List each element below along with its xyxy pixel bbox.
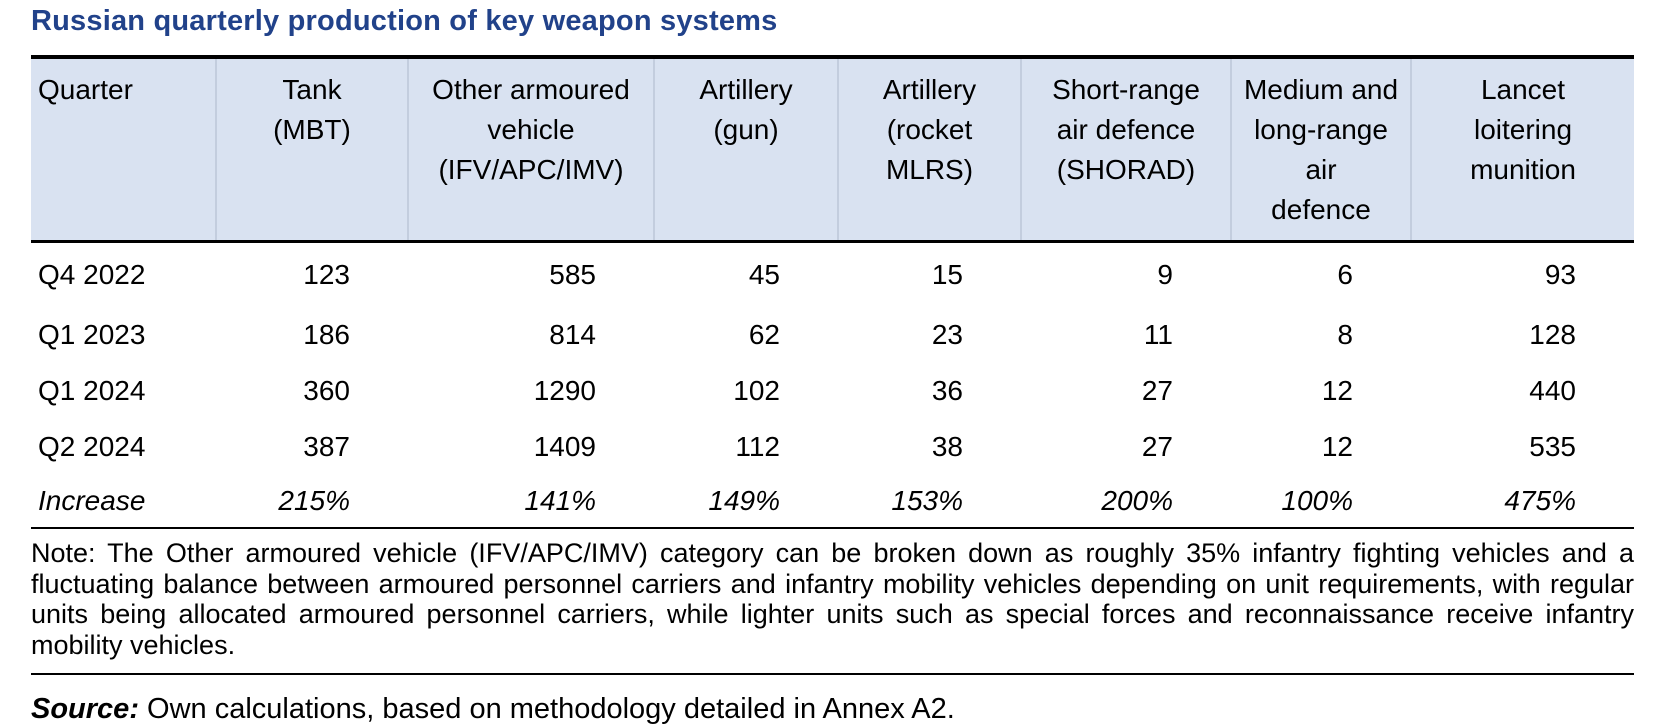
col-header-lancet: Lancet loitering munition [1411, 57, 1634, 242]
source-text: Own calculations, based on methodology detailed in Annex A2. [138, 693, 955, 725]
table-row-q4-2022 [31, 242, 1634, 308]
table-row-q1-2024 [31, 363, 1634, 419]
table-cell: 475% [1411, 475, 1634, 528]
table-cell: 38 [931, 431, 963, 462]
table-cell: 12 [1321, 375, 1353, 406]
row-label: Increase [31, 475, 216, 528]
table-cell: 15 [931, 259, 963, 290]
table-cell: 814 [549, 319, 596, 350]
source-label: Source: [31, 693, 139, 725]
table-cell: 12 [1321, 431, 1353, 462]
table-note: Note: The Other armoured vehicle (IFV/APC/IMV) category can be broken down as roughly 35% infantry fighting vehicles and a fluctuating balance between armoured personnel carriers and infantry mobility vehicles depending on unit requirements, with regular units being allocated armoured personnel carriers, while lighter units such as special forces and reconnaissance receive infantry mobility vehicles. [31, 529, 1634, 675]
table-cell: 128 [1529, 319, 1576, 350]
table-cell: 8 [1337, 319, 1353, 350]
col-header-shorad: Short-range air defence (SHORAD) [1021, 57, 1231, 242]
table-cell: 1290 [533, 375, 596, 406]
col-header-artillery-mlrs: Artillery (rocket MLRS) [838, 57, 1021, 242]
row-label: Q1 2024 [38, 375, 146, 406]
table-cell: 149% [654, 475, 838, 528]
table-cell: 112 [735, 431, 780, 462]
table-cell: 440 [1529, 375, 1576, 406]
col-header-tank: Tank (MBT) [216, 57, 408, 242]
col-header-medium-long-air-defence: Medium and long-range air defence [1231, 57, 1411, 242]
table-cell: 153% [838, 475, 1021, 528]
table-row-q1-2023 [31, 307, 1634, 363]
table-cell: 45 [748, 259, 780, 290]
table-cell: 123 [303, 259, 350, 290]
table-cell: 387 [303, 431, 350, 462]
table-cell: 23 [931, 319, 963, 350]
table-cell: 535 [1529, 431, 1576, 462]
page-title: Russian quarterly production of key weapon systems [31, 5, 778, 37]
table-cell: 200% [1021, 475, 1231, 528]
table-cell: 11 [1143, 319, 1173, 350]
table-cell: 27 [1141, 375, 1173, 406]
col-header-quarter: Quarter [31, 57, 216, 242]
table-cell: 1409 [533, 431, 596, 462]
table-cell: 360 [303, 375, 350, 406]
table-cell: 186 [303, 319, 350, 350]
table-cell: 62 [748, 319, 780, 350]
header-row [31, 57, 1634, 242]
table-cell: 100% [1231, 475, 1411, 528]
table-row-increase [31, 475, 1634, 528]
table-cell: 6 [1337, 259, 1353, 290]
table-cell: 585 [549, 259, 596, 290]
table-cell: 27 [1141, 431, 1173, 462]
col-header-artillery-gun: Artillery (gun) [654, 57, 838, 242]
table-row-q2-2024 [31, 419, 1634, 475]
row-label: Q2 2024 [38, 431, 146, 462]
table-cell: 215% [216, 475, 408, 528]
source-line [31, 693, 1635, 726]
table-cell: 102 [733, 375, 780, 406]
row-label: Q4 2022 [38, 259, 146, 290]
production-table [31, 55, 1634, 529]
table-cell: 141% [408, 475, 654, 528]
row-label: Q1 2023 [38, 319, 146, 350]
col-header-other-armoured: Other armoured vehicle (IFV/APC/IMV) [408, 57, 654, 242]
table-header [31, 57, 1634, 242]
table-body [31, 242, 1634, 529]
table-cell: 93 [1544, 259, 1576, 290]
table-cell: 36 [931, 375, 963, 406]
table-cell: 9 [1157, 259, 1173, 290]
